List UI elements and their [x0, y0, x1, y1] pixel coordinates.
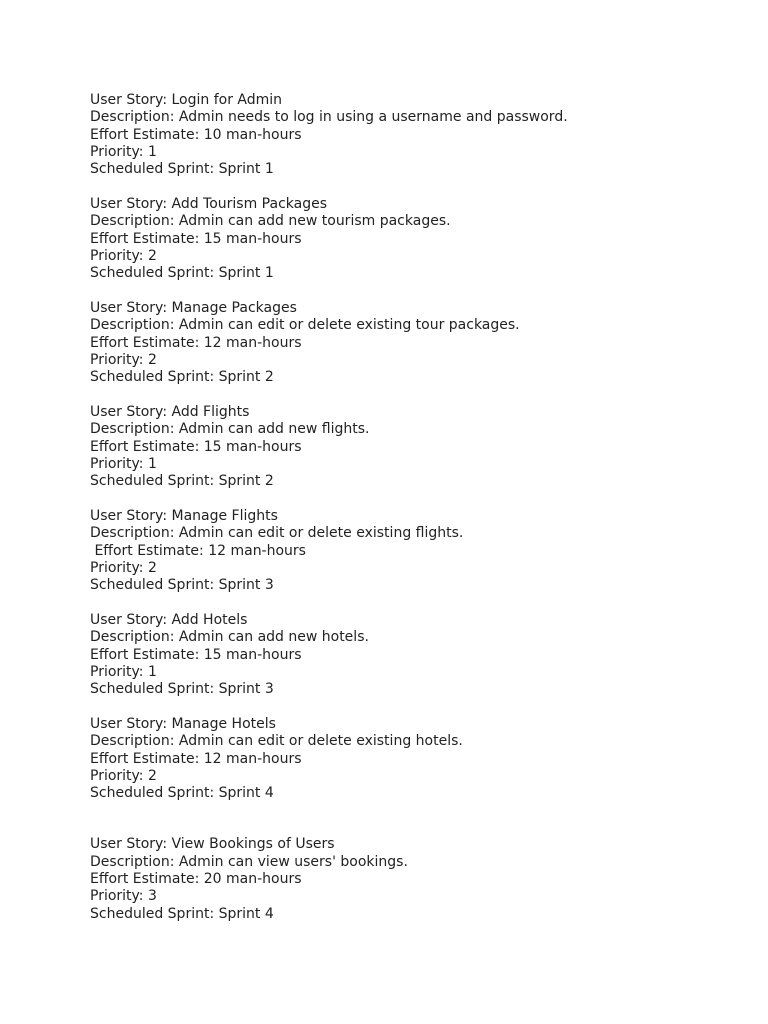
story-sprint: Scheduled Sprint: Sprint 4	[90, 905, 274, 922]
story-effort: Effort Estimate: 15 man-hours	[90, 230, 302, 247]
story-priority: Priority: 2	[90, 247, 157, 264]
document-page	[90, 92, 750, 940]
story-priority: Priority: 1	[90, 143, 157, 160]
story-priority: Priority: 1	[90, 455, 157, 472]
story-effort: Effort Estimate: 20 man-hours	[90, 870, 302, 887]
story-description: Description: Admin can add new hotels.	[90, 629, 369, 646]
story-effort: Effort Estimate: 12 man-hours	[90, 750, 302, 767]
story-description: Description: Admin can edit or delete existing flights.	[90, 525, 464, 542]
story-priority: Priority: 2	[90, 559, 157, 576]
story-priority: Priority: 2	[90, 351, 157, 368]
story-effort: Effort Estimate: 15 man-hours	[90, 646, 302, 663]
story-effort: Effort Estimate: 15 man-hours	[90, 438, 302, 455]
user-story-block	[90, 92, 750, 178]
story-description: Description: Admin can edit or delete existing tour packages.	[90, 317, 520, 334]
user-story-block	[90, 612, 750, 698]
story-title: User Story: Add Hotels	[90, 611, 248, 628]
user-story-block	[90, 508, 750, 594]
story-sprint: Scheduled Sprint: Sprint 1	[90, 161, 274, 178]
story-effort: Effort Estimate: 12 man-hours	[90, 334, 302, 351]
story-priority: Priority: 2	[90, 767, 157, 784]
story-priority: Priority: 3	[90, 888, 157, 905]
story-sprint: Scheduled Sprint: Sprint 4	[90, 785, 274, 802]
story-description: Description: Admin can view users' bookings.	[90, 853, 408, 870]
story-sprint: Scheduled Sprint: Sprint 2	[90, 369, 274, 386]
story-sprint: Scheduled Sprint: Sprint 3	[90, 681, 274, 698]
story-priority: Priority: 1	[90, 663, 157, 680]
story-description: Description: Admin can add new tourism packages.	[90, 213, 451, 230]
story-effort: Effort Estimate: 12 man-hours	[90, 542, 306, 559]
story-title: User Story: Add Flights	[90, 403, 250, 420]
story-title: User Story: View Bookings of Users	[90, 836, 335, 853]
story-sprint: Scheduled Sprint: Sprint 3	[90, 577, 274, 594]
story-description: Description: Admin can edit or delete existing hotels.	[90, 733, 463, 750]
story-title: User Story: Manage Flights	[90, 507, 278, 524]
story-title: User Story: Manage Packages	[90, 299, 297, 316]
story-title: User Story: Add Tourism Packages	[90, 195, 328, 212]
story-title: User Story: Manage Hotels	[90, 715, 276, 732]
story-title: User Story: Login for Admin	[90, 92, 283, 108]
user-story-block	[90, 836, 750, 922]
user-story-block	[90, 404, 750, 490]
story-description: Description: Admin needs to log in using a username and password.	[90, 109, 568, 126]
story-effort: Effort Estimate: 10 man-hours	[90, 126, 302, 143]
user-story-block	[90, 196, 750, 282]
story-description: Description: Admin can add new flights.	[90, 421, 370, 438]
story-sprint: Scheduled Sprint: Sprint 1	[90, 265, 274, 282]
user-story-block	[90, 716, 750, 802]
story-sprint: Scheduled Sprint: Sprint 2	[90, 473, 274, 490]
user-story-block	[90, 300, 750, 386]
